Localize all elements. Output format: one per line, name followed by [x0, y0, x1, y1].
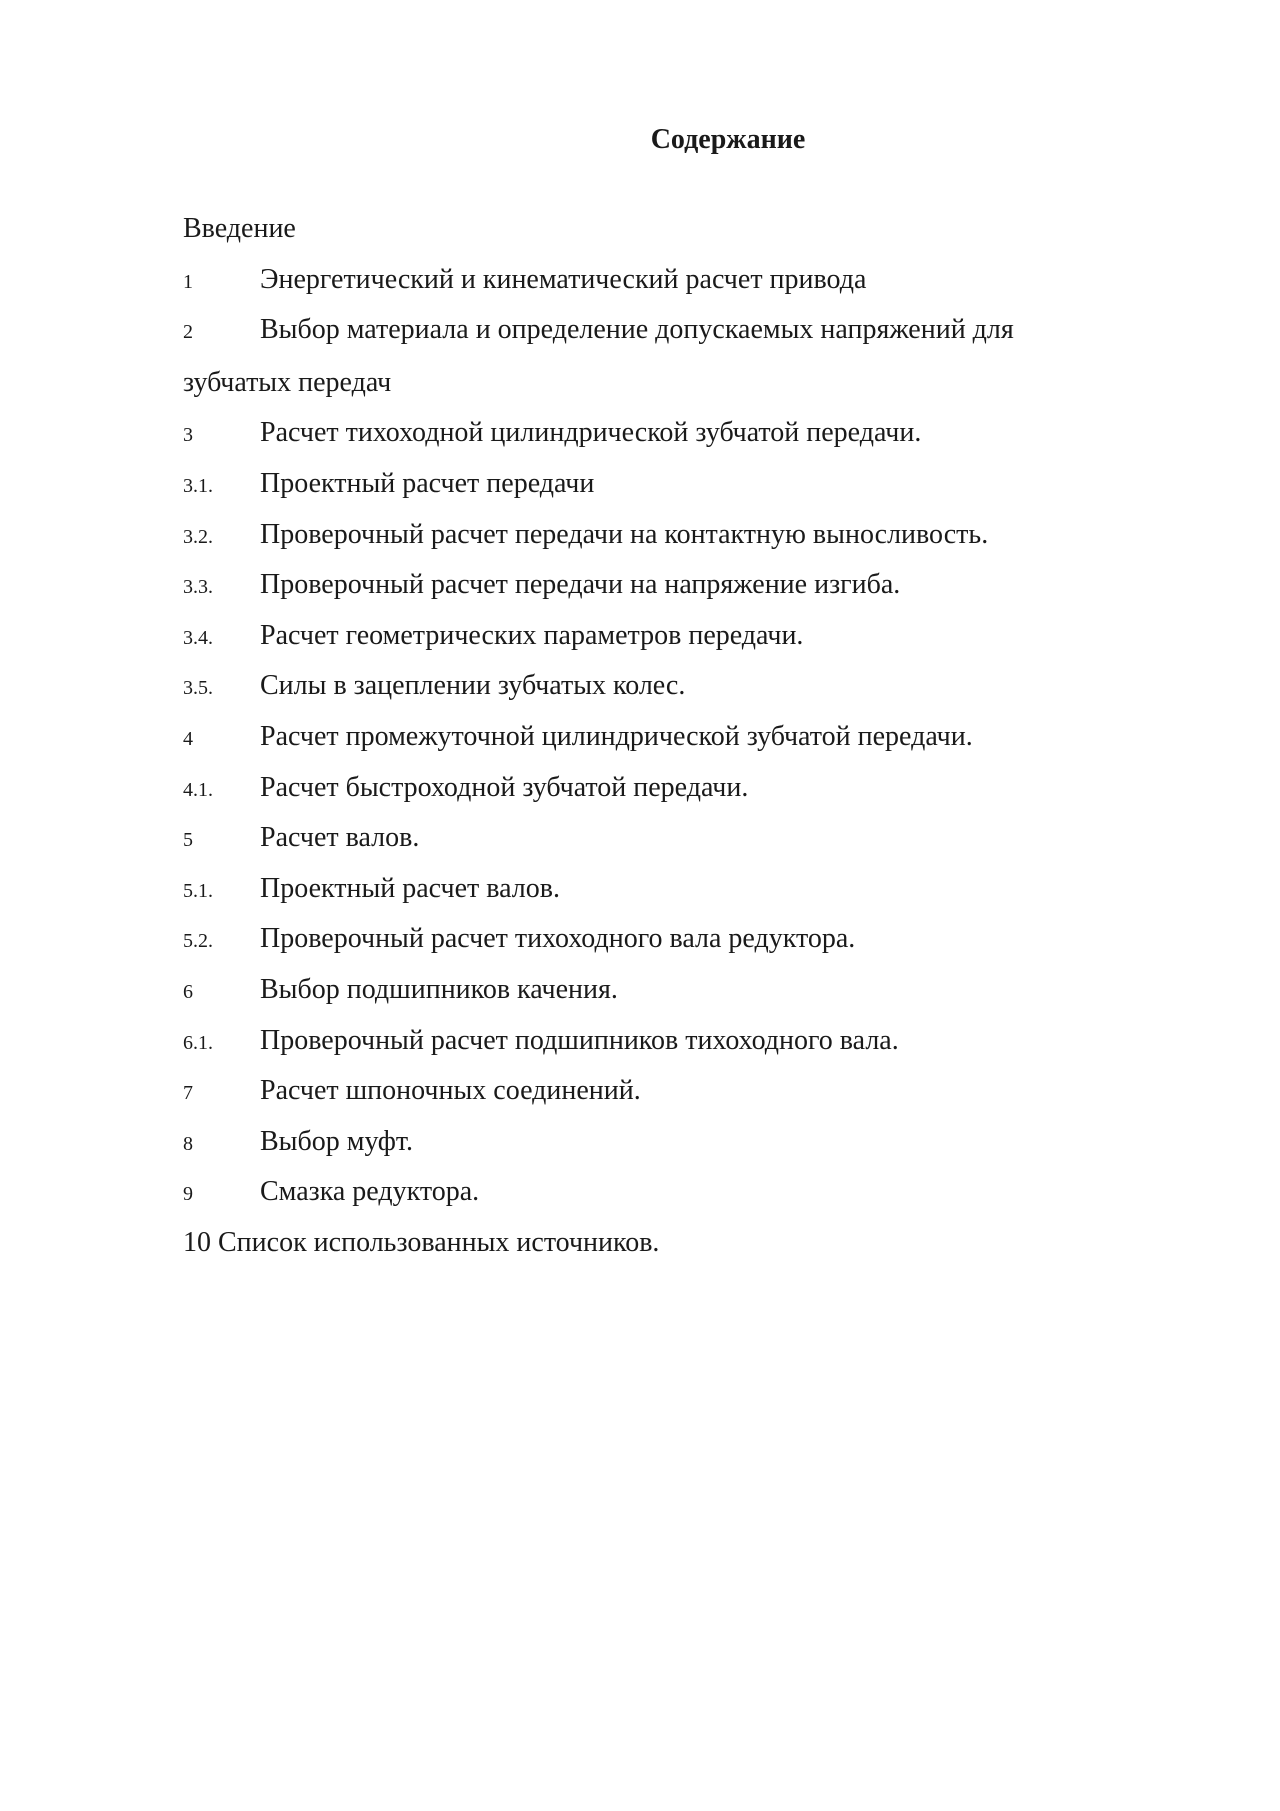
toc-number: 3.4. — [183, 626, 213, 649]
toc-item — [183, 763, 1103, 814]
toc-item — [183, 712, 1103, 763]
toc-text: Проверочный расчет тихоходного вала редуктора. — [260, 923, 856, 955]
toc-number: 3.5. — [183, 677, 213, 700]
toc-text: Расчет тихоходной цилиндрической зубчатой передачи. — [260, 417, 922, 449]
toc-number: 5.1. — [183, 879, 213, 902]
toc-item — [183, 1117, 1103, 1168]
toc-text: Энергетический и кинематический расчет привода — [260, 263, 867, 295]
toc-text: Расчет валов. — [260, 822, 420, 854]
toc-item — [183, 864, 1103, 915]
toc-text: Выбор муфт. — [260, 1125, 414, 1157]
toc-number: 6.1. — [183, 1031, 213, 1054]
toc-item — [183, 611, 1103, 662]
toc-text: Проверочный расчет передачи на напряжение изгиба. — [260, 569, 901, 601]
table-of-contents — [183, 204, 1103, 1268]
toc-number: 6 — [183, 980, 193, 1003]
toc-text-continued: зубчатых передач — [183, 366, 392, 398]
toc-intro — [183, 204, 1103, 255]
toc-text: Проектный расчет передачи — [260, 467, 595, 499]
toc-text: Расчет геометрических параметров передачи. — [260, 619, 804, 651]
toc-item — [183, 914, 1103, 965]
toc-text: Выбор материала и определение допускаемых напряжений для — [260, 314, 1014, 346]
toc-text: Смазка редуктора. — [260, 1176, 480, 1208]
toc-number: 3 — [183, 424, 193, 447]
toc-text: Проектный расчет валов. — [260, 872, 561, 904]
toc-text: Силы в зацеплении зубчатых колес. — [260, 670, 686, 702]
toc-item — [183, 661, 1103, 712]
toc-number: 8 — [183, 1132, 193, 1155]
toc-number: 1 — [183, 270, 193, 293]
toc-final — [183, 1218, 1103, 1269]
toc-text: Расчет шпоночных соединений. — [260, 1075, 641, 1107]
toc-item — [183, 1016, 1103, 1067]
toc-item — [183, 408, 1103, 459]
toc-item — [183, 459, 1103, 510]
toc-intro-text: Введение — [183, 213, 296, 244]
toc-text: Проверочный расчет передачи на контактную выносливость. — [260, 518, 989, 550]
page-title: Содержание — [650, 124, 806, 155]
toc-item — [183, 560, 1103, 611]
toc-item — [183, 255, 1103, 306]
toc-text: Выбор подшипников качения. — [260, 973, 618, 1005]
toc-number: 2 — [183, 321, 193, 344]
toc-number: 7 — [183, 1082, 193, 1105]
toc-item — [183, 965, 1103, 1016]
toc-item — [183, 813, 1103, 864]
toc-number: 3.1. — [183, 474, 213, 497]
toc-number: 5 — [183, 829, 193, 852]
toc-number: 4 — [183, 727, 193, 750]
toc-number: 3.2. — [183, 525, 213, 548]
toc-number: 3.3. — [183, 576, 213, 599]
toc-item — [183, 510, 1103, 561]
toc-item — [183, 1066, 1103, 1117]
toc-text: Проверочный расчет подшипников тихоходного вала. — [260, 1024, 899, 1056]
toc-number: 5.2. — [183, 930, 213, 953]
toc-text: Расчет быстроходной зубчатой передачи. — [260, 771, 749, 803]
toc-number: 4.1. — [183, 778, 213, 801]
toc-final-text: 10 Список использованных источников. — [183, 1226, 660, 1258]
toc-item — [183, 305, 1103, 408]
toc-text: Расчет промежуточной цилиндрической зубчатой передачи. — [260, 720, 973, 752]
toc-number: 9 — [183, 1183, 193, 1206]
toc-item — [183, 1167, 1103, 1218]
